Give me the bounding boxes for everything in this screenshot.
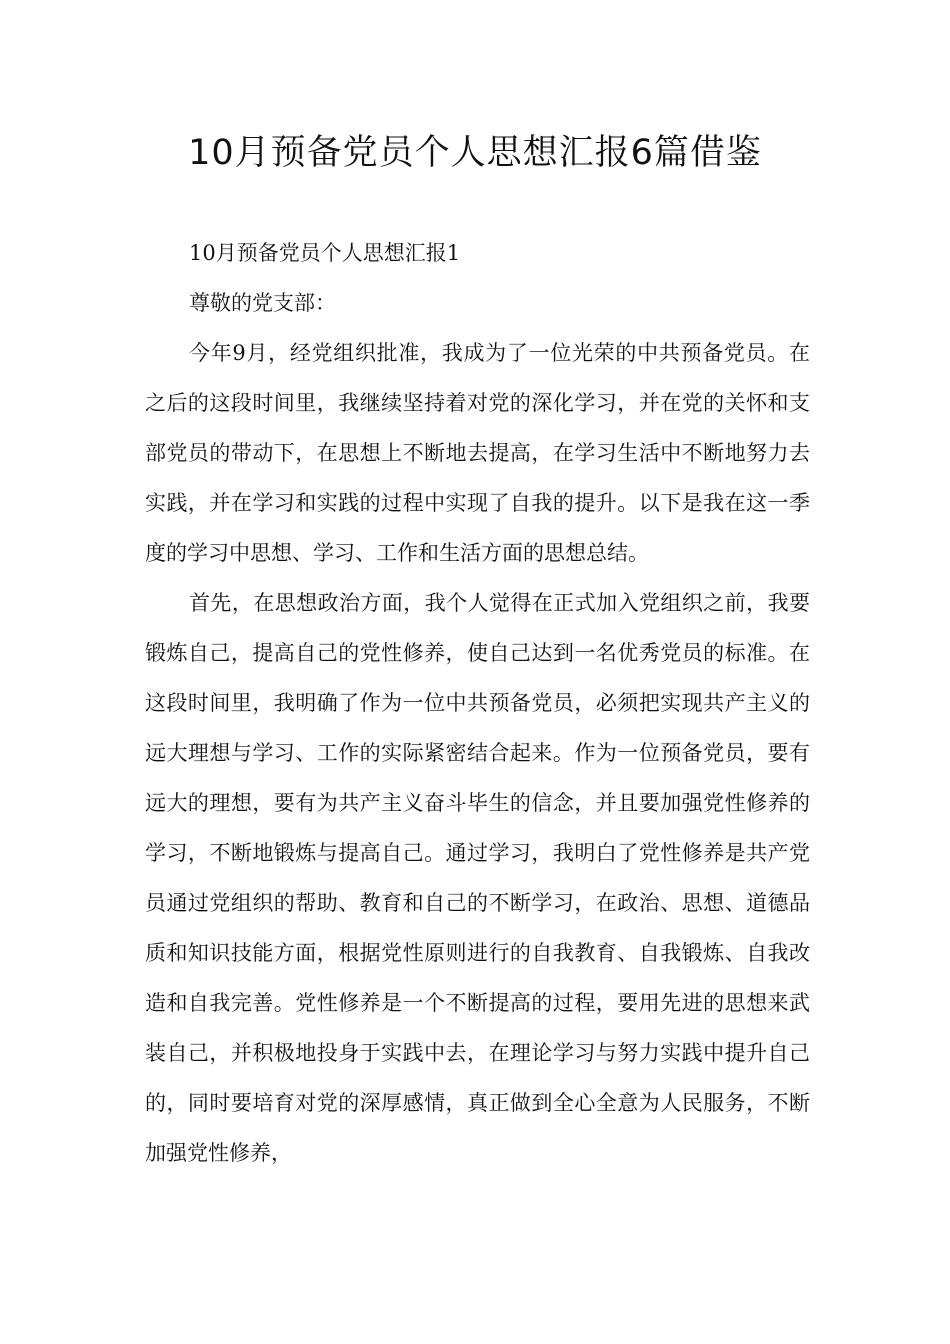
document-body <box>145 228 810 1178</box>
section-heading: 10月预备党员个人思想汇报1 <box>189 241 461 265</box>
salutation: 尊敬的党支部： <box>189 291 336 315</box>
body-paragraph: 首先，在思想政治方面，我个人觉得在正式加入党组织之前，我要锻炼自己，提高自己的党性修养，使自己达到一名优秀党员的标准。在这段时间里，我明确了作为一位中共预备党员，必须把实现共产主义的远大理想与学习、工作的实际紧密结合起来。作为一位预备党员，要有远大的理想，要有为共产主义奋斗毕生的信念，并且要加强党性修养的学习，不断地锻炼与提高自己。通过学习，我明白了党性修养是共产党员通过党组织的帮助、教育和自己的不断学习，在政治、思想、道德品质和知识技能方面，根据党性原则进行的自我教育、自我锻炼、自我改造和自我完善。党性修养是一个不断提高的过程，要用先进的思想来武装自己，并积极地投身于实践中去，在理论学习与努力实践中提升自己的，同时要培育对党的深厚感情，真正做到全心全意为人民服务，不断加强党性修养， <box>145 591 810 1165</box>
document-title: 10月预备党员个人思想汇报6篇借鉴 <box>188 133 762 173</box>
body-paragraph: 今年9月，经党组织批准，我成为了一位光荣的中共预备党员。在之后的这段时间里，我继续坚持着对党的深化学习，并在党的关怀和支部党员的带动下，在思想上不断地去提高，在学习生活中不断地努力去实践，并在学习和实践的过程中实现了自我的提升。以下是我在这一季度的学习中思想、学习、工作和生活方面的思想总结。 <box>145 341 810 565</box>
